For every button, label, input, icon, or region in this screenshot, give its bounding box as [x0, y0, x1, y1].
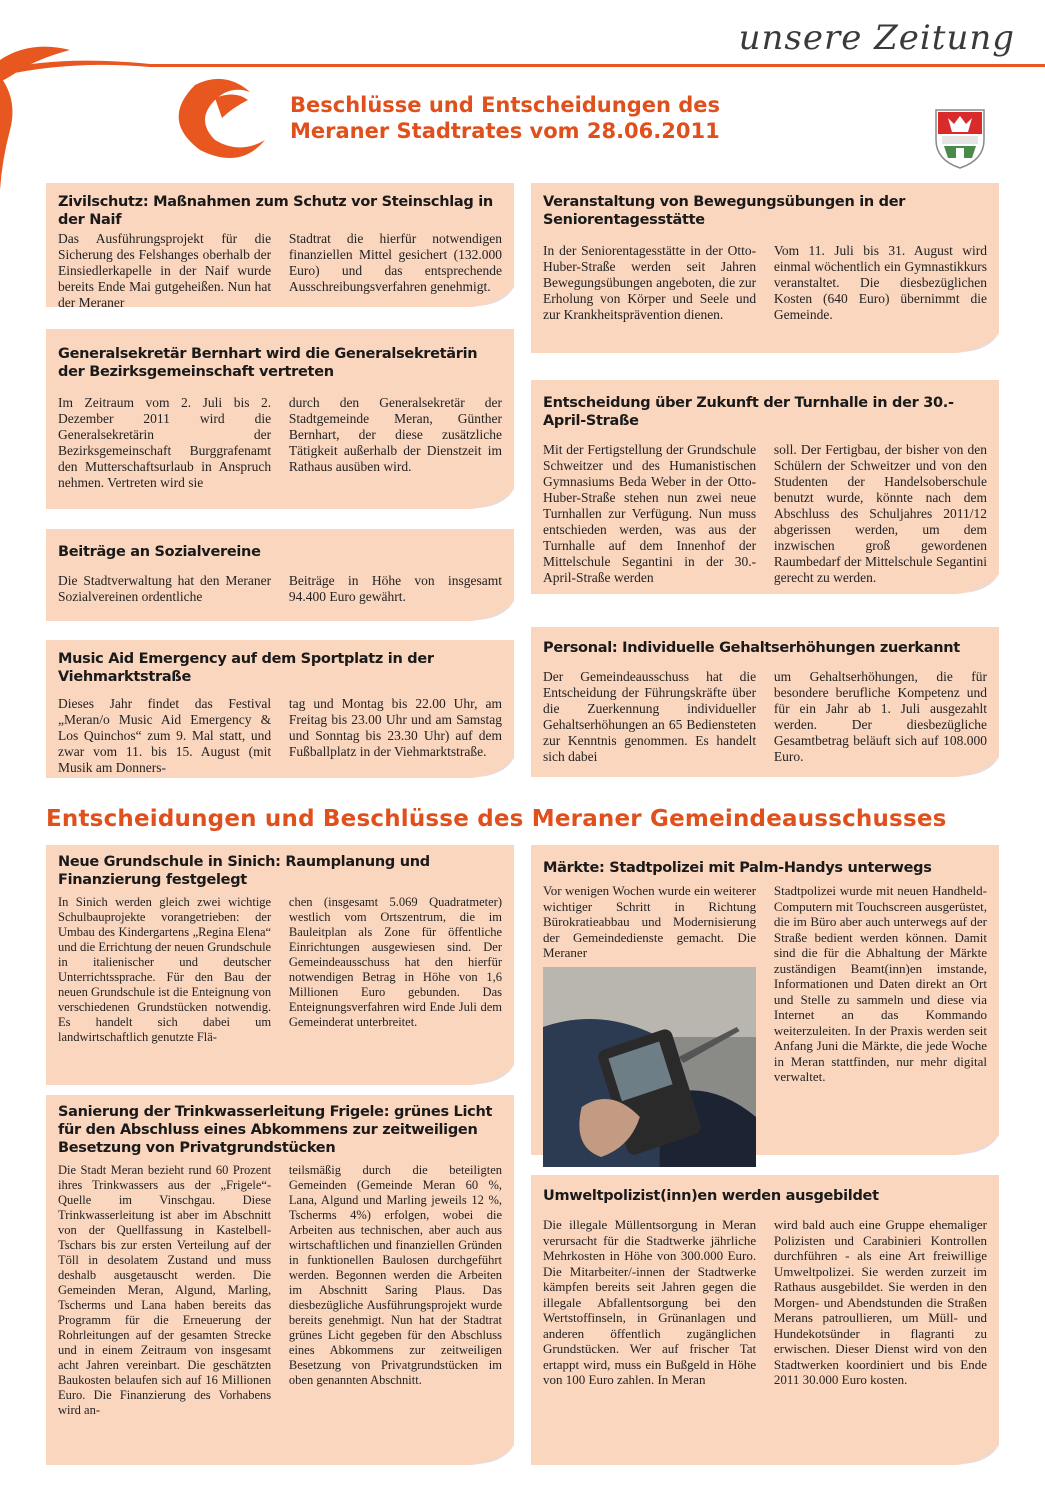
page-curl-icon [957, 1445, 999, 1465]
article-headline: Beiträge an Sozialvereine [58, 544, 261, 560]
article-headline: Veranstaltung von Bewegungsübungen in der Seniorentagesstätte [543, 194, 906, 228]
article-headline: Generalsekretär Bernhart wird die Generalsekretärin der Bezirksgemeinschaft vertreten [58, 346, 478, 380]
article-text-col2: chen (insgesamt 5.069 Quadratmeter) westlich vom Ortszentrum, die im Bauleitplan als Zone für öffentliche Einrichtungen ausgewiesen sind. Der Gemeindeausschuss hat den hierfür notwendigen Betrag in Höhe von 1,6 Millionen Euro gebunden. Das Enteignungsverfahren wird Ende Juli dem Gemeinderat unterbreitet. [288, 895, 502, 1029]
page-curl-icon [957, 1135, 999, 1155]
article-text-col1: Das Ausführungsprojekt für die Sicherung des Felshanges oberhalb der Einsiedlerkapelle in der Naif wurde bereits Ende Mai gutgeheißen. Nun hat der Meraner [58, 231, 272, 310]
page-curl-icon [472, 287, 514, 307]
article-text-col1: Der Gemeindeausschuss hat die Entscheidung der Führungskräfte über die Zuerkennung individueller Gehaltserhöhungen an 65 Bediensteten zur Kenntnis genommen. Es handelt sich dabei [543, 669, 757, 764]
article-bewegung [531, 183, 999, 353]
city-crest-icon [932, 104, 988, 170]
handheld-device-photo [543, 967, 756, 1167]
article-headline: Music Aid Emergency auf dem Sportplatz in der Viehmarktstraße [58, 651, 434, 685]
article-text-col2: soll. Der Fertigbau, der bisher von den Schülern der Schweitzer und von den Studenten der Handelsoberschule benutzt wurde, könnte nach dem Abschluss des Schuljahres 2011/12 abgerissen werden, um dem inzwischen groß gewordenen Raumbedarf der Mittelschule Segantini gerecht zu werden. [773, 442, 987, 585]
article-music-aid [46, 640, 514, 778]
article-text-col2: Stadtrat die hierfür notwendigen finanziellen Mittel gesichert (132.000 Euro) und das entsprechende Ausschreibungsverfahren genehmigt. [288, 231, 502, 294]
article-trinkwasser [46, 1095, 514, 1465]
article-headline: Personal: Individuelle Gehaltserhöhungen zuerkannt [543, 640, 960, 656]
masthead-logo: unsere Zeitung [738, 18, 1015, 58]
article-text-col1: Dieses Jahr findet das Festival „Meran/o Music Aid Emergency & Los Quinchos“ zum 9. Mal statt, und zwar vom 11. bis 15. August (mit Musik am Donners- [58, 696, 272, 775]
article-generalsekretaer [46, 329, 514, 509]
article-personal [531, 627, 999, 777]
article-text-col1: Mit der Fertigstellung der Grundschule Schweitzer und des Humanistischen Gymnasiums Beda Weber in der Otto-Huber-Straße stehen nun zwei neue Turnhallen zur Verfügung. Nun muss entschieden werden, was aus der Turnhalle auf dem Innenhof der Mittelschule Segantini in der 30.-April-Straße werden [543, 442, 757, 585]
article-sozialvereine [46, 529, 514, 621]
article-text-col2: Beiträge in Höhe von insgesamt 94.400 Euro gewährt. [288, 573, 502, 604]
article-text-col2: Stadtpolizei wurde mit neuen Handheld-Computern mit Touchscreen ausgerüstet, die im Büro aber auch unterwegs auf der Straße bedient werden können. Damit sind die für die Abhaltung der Märkte zuständigen Beamt(inn)en imstande, Informationen und Daten direkt an Ort und Stelle zu sammeln und diese via Internet an das Kommando weiterzuleiten. In der Praxis werden seit Anfang Juni die Märkte, die jede Woche in Meran stattfinden, nur mehr digital verwaltet. [773, 883, 987, 1084]
page-curl-icon [472, 1445, 514, 1465]
section-title: Entscheidungen und Beschlüsse des Meraner Gemeindeausschusses [46, 806, 947, 832]
article-headline: Entscheidung über Zukunft der Turnhalle in der 30.-April-Straße [543, 395, 954, 429]
page-curl-icon [472, 758, 514, 778]
article-text-col2: durch den Generalsekretär der Stadtgemeinde Meran, Günther Bernhart, der diese zusätzliche Tätigkeit außerhalb der Dienstzeit im Rathaus ausüben wird. [288, 395, 502, 474]
article-text-col2: Vom 11. Juli bis 31. August wird einmal wöchentlich ein Gymnastikkurs veranstaltet. Die diesbezüglichen Kosten (640 Euro) übernimmt die Gemeinde. [773, 243, 987, 322]
article-headline: Umweltpolizist(inn)en werden ausgebildet [543, 1188, 879, 1204]
article-text-col1: Die illegale Müllentsorgung in Meran verursacht für die Stadtwerke jährliche Mehrkosten in Höhe von 300.000 Euro. Die Mitarbeiter/-innen der Stadtwerke kämpfen bereits seit Jahren gegen die illegale Abfallentsorgung bei den Wertstoffinseln, in Grünanlagen und anderen öffentlich zugänglichen Grundstücken. Wer auf frischer Tat ertappt wird, muss ein Bußgeld in Höhe von 100 Euro zahlen. In Meran [543, 1217, 757, 1387]
article-text-col1: In Sinich werden gleich zwei wichtige Schulbauprojekte vorangetrieben: der Umbau des Kindergartens „Regina Elena“ und die Errichtung der neuen Grundschule in italienischer und deutscher Unterrichtssprache. Für den Bau der neuen Grundschule ist die Enteignung von verschiedenen Grundstücken notwendig. Es handelt sich dabei um landwirtschaftlich genutzte Flä- [58, 895, 272, 1044]
page-curl-icon [957, 333, 999, 353]
article-text-col1: Im Zeitraum vom 2. Juli bis 2. Dezember 2011 wird die Generalsekretärin der Bezirksgemeinschaft Burggrafenamt den Mutterschaftsurlaub in Anspruch nehmen. Vertreten wird sie [58, 395, 272, 490]
article-text-col2: wird bald auch eine Gruppe ehemaliger Polizisten und Carabinieri Kontrollen durchführen - als eine Art freiwillige Umweltpolizei. Sie werden zurzeit im Rathaus ausgebildet. Sie werden in den Morgen- und Abendstunden die Straßen Merans patroullieren, um Müll- und Hundekotsünder in flagranti zu erwischen. Dieser Dienst wird von den Stadtwerken koordiniert und bis Ende 2011 30.000 Euro kosten. [773, 1217, 987, 1387]
article-zivilschutz [46, 183, 514, 310]
article-text-col2: um Gehaltserhöhungen, die für besondere berufliche Kompetenz und für ein Jahr ab 1. Juli ausgezahlt werden. Der diesbezügliche Gesamtbetrag beläuft sich auf 108.000 Euro. [773, 669, 987, 764]
page-curl-icon [957, 574, 999, 594]
page-curl-icon [472, 1065, 514, 1085]
article-headline: Neue Grundschule in Sinich: Raumplanung und Finanzierung festgelegt [58, 854, 430, 888]
article-text-col1: In der Seniorentagesstätte in der Otto-Huber-Straße werden seit Jahren Bewegungsübungen angeboten, die zur Erholung von Körper und Seele und zur Krankheitsprävention dienen. [543, 243, 757, 322]
article-text-col2: tag und Montag bis 22.00 Uhr, am Freitag bis 23.00 Uhr und am Samstag und Sonntag bis 23.30 Uhr) auf dem Fußballplatz in der Viehmarktstraße. [288, 696, 502, 759]
page-curl-icon [472, 489, 514, 509]
article-umweltpolizei [531, 1175, 999, 1465]
article-grundschule [46, 845, 514, 1085]
page-title: Beschlüsse und Entscheidungen des Meraner Stadtrates vom 28.06.2011 [290, 93, 721, 143]
article-text-col2: teilsmäßig durch die beteiligten Gemeinden (Gemeinde Meran 60 %, Lana, Algund und Marling jeweils 12 %, Tscherms 4%) erfolgen, wobei die Arbeiten aus technischen, aber auch aus wirtschaftlichen und finanziellen Gründen in funktionellen Baulosen durchgeführt werden. Begonnen werden die Arbeiten im Abschnitt Saring Plaus. Das diesbezügliche Ausführungsprojekt wurde bereits genehmigt. Nun hat der Stadtrat grünes Licht gegeben für den Abschluss eines Abkommens zur zeitweiligen Besetzung von Privatgrundstücken im oben genannten Abschnitt. [288, 1163, 502, 1387]
article-maerkte [531, 845, 999, 1155]
page-curl-icon [957, 757, 999, 777]
page-curl-icon [472, 601, 514, 621]
article-text-col1: Die Stadt Meran bezieht rund 60 Prozent ihres Trinkwassers aus der „Frigele“-Quelle im Vinschgau. Diese Trinkwasserleitung ist aber im Abschnitt von der Quellfassung in Kastelbell-Tschars bis zur ersten Verteilung auf der Töll in desolatem Zustand und muss deshalb ausgetauscht werden. Die Gemeinden Meran, Algund, Marling, Tscherms und Lana haben bereits das Programm für die Erneuerung der Rohrleitungen auf der gesamten Strecke und in einem Zeitraum von insgesamt acht Jahren vereinbart. Die geschätzten Baukosten belaufen sich auf 16 Millionen Euro. Die Finanzierung des Vorhabens wird an- [58, 1163, 272, 1417]
article-turnhalle [531, 380, 999, 594]
article-text-col1: Die Stadtverwaltung hat den Meraner Sozialvereinen ordentliche [58, 573, 272, 604]
article-headline: Märkte: Stadtpolizei mit Palm-Handys unterwegs [543, 860, 932, 876]
article-headline: Sanierung der Trinkwasserleitung Frigele: grünes Licht für den Abschluss eines Abkommens zur zeitweiligen Besetzung von Privatgrundstücken [58, 1104, 493, 1156]
article-headline: Zivilschutz: Maßnahmen zum Schutz vor Steinschlag in der Naif [58, 194, 493, 228]
article-text-col1: Vor wenigen Wochen wurde ein weiterer wichtiger Schritt in Richtung Bürokratieabbau und Modernisierung der Gemeindedienste gemacht. Die Meraner [543, 883, 757, 960]
